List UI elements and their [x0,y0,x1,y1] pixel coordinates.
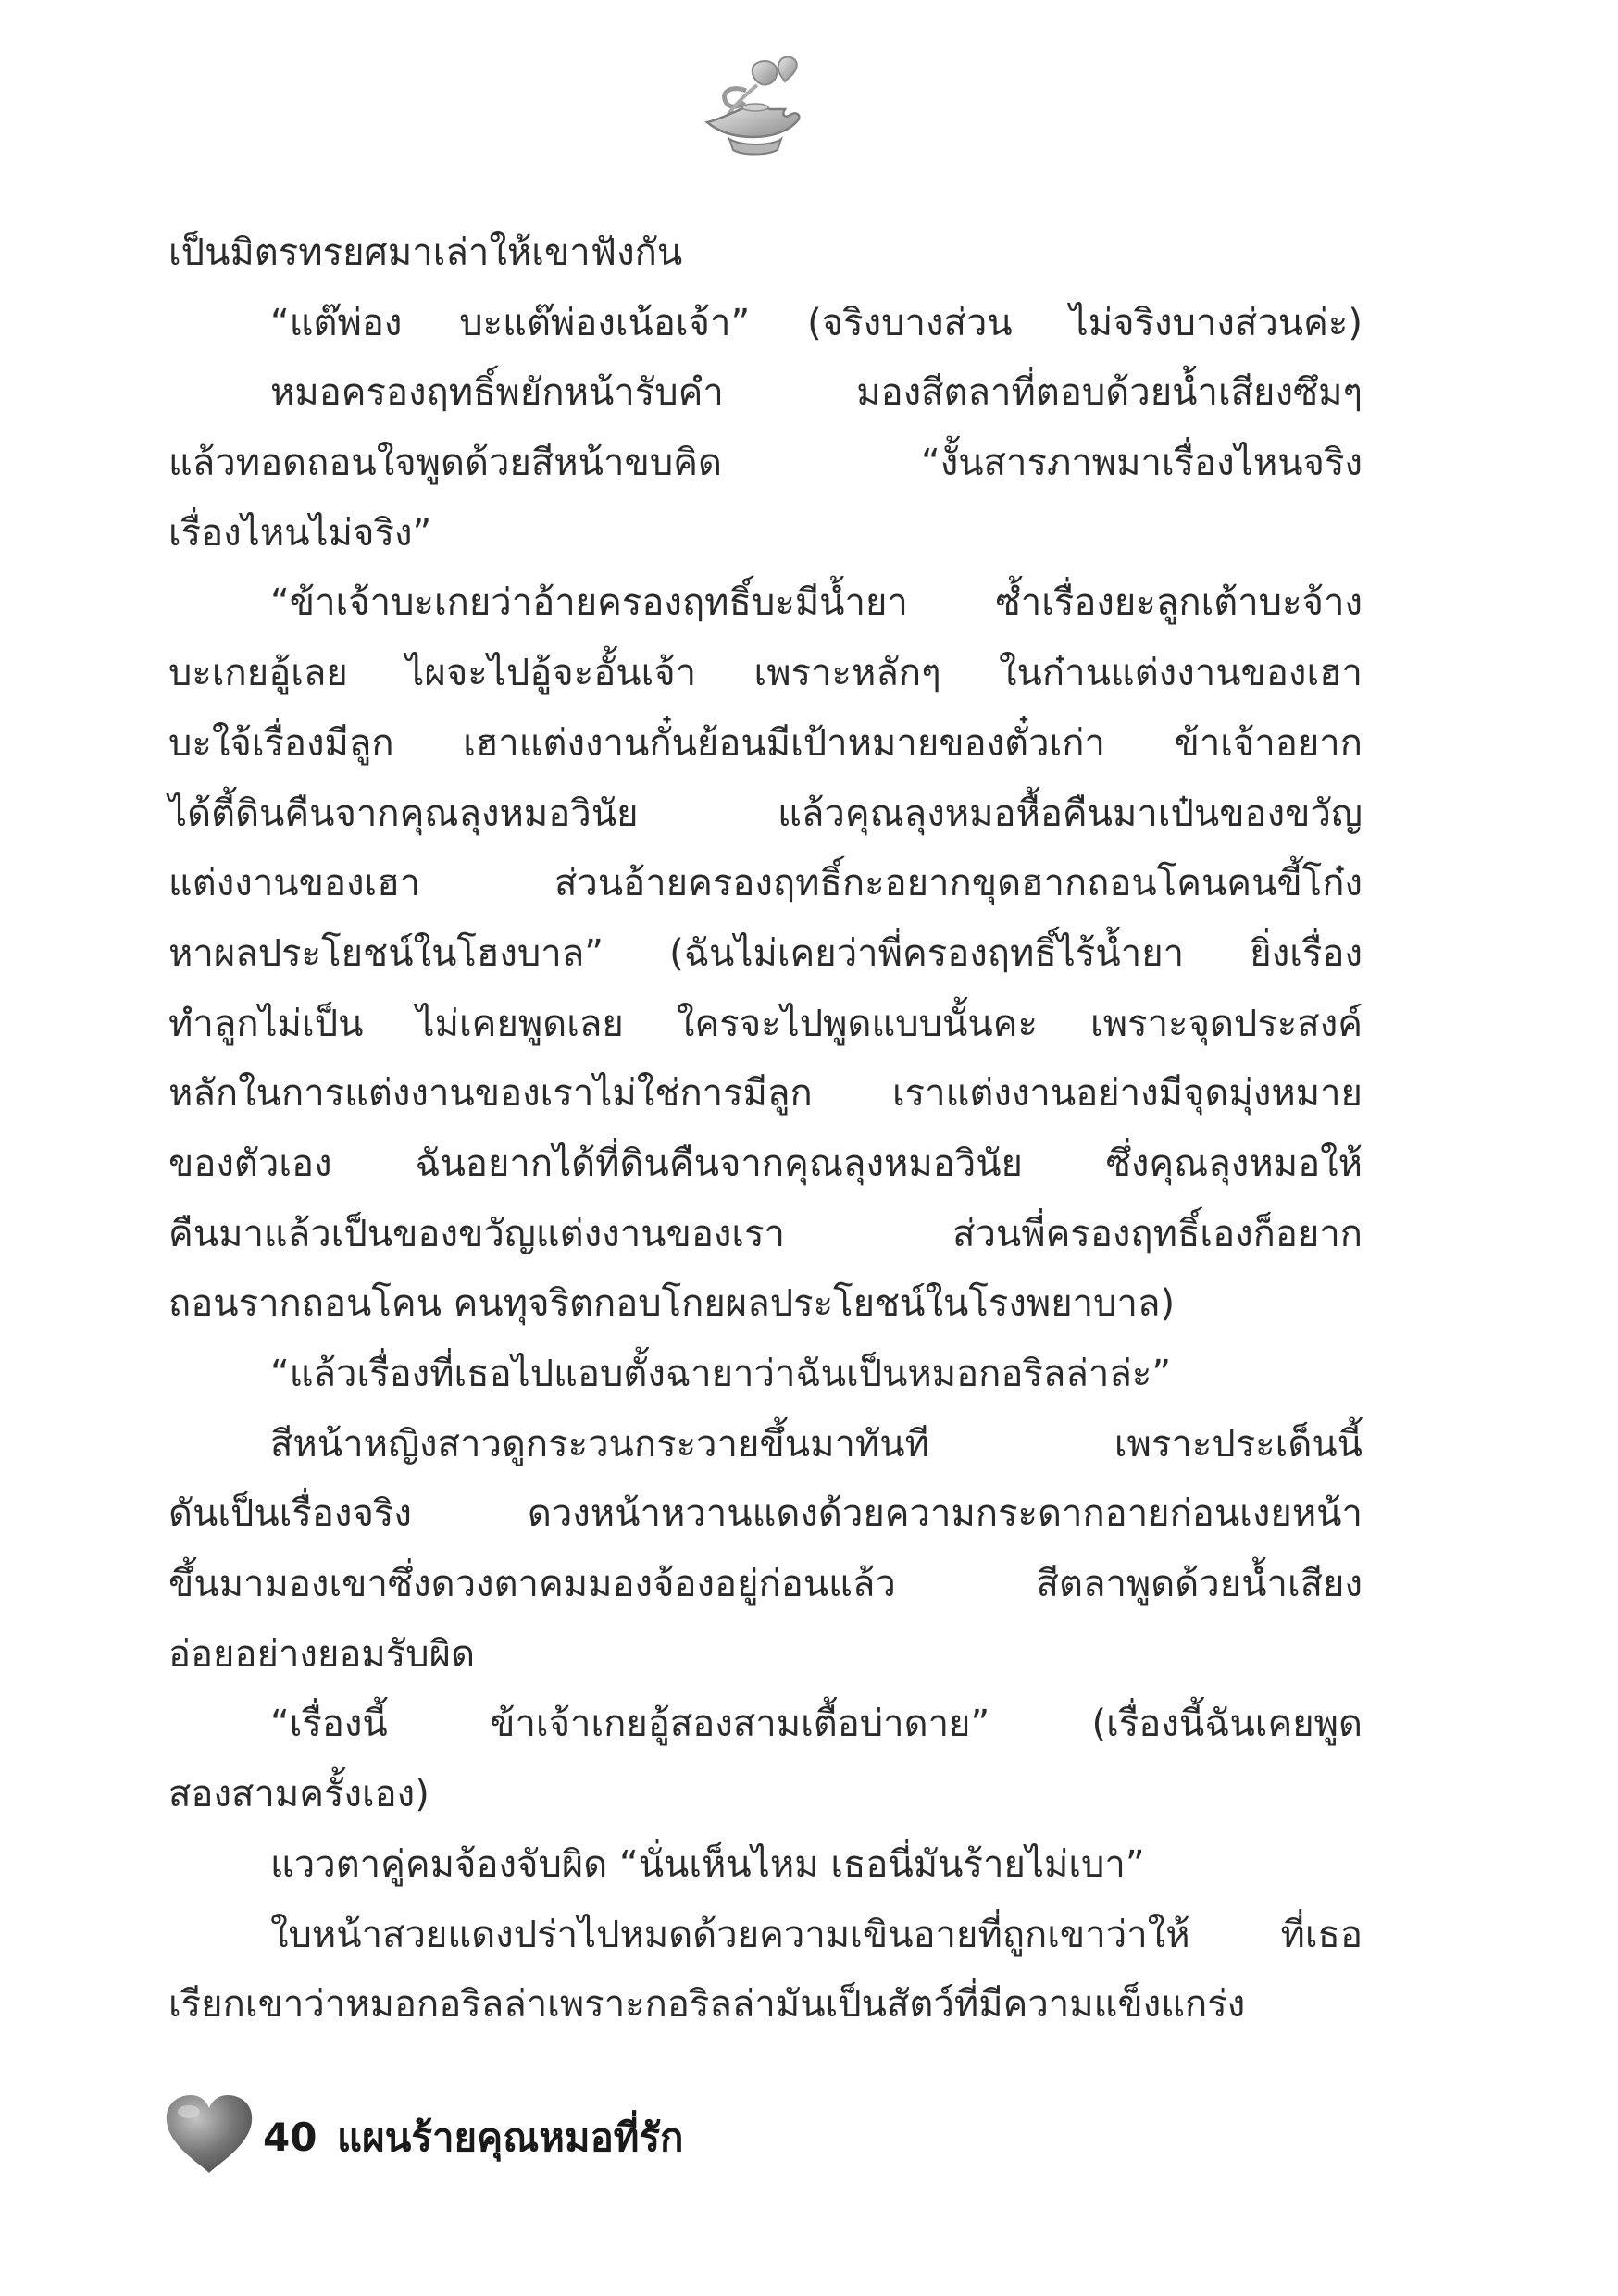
text-line: “เรื่องนี้ ข้าเจ้าเกยอู้สองสามเตื้อบ่าดาย” (เรื่องนี้ฉันเคยพูด [270,1703,1363,1746]
text-line: ถอนรากถอนโคน คนทุจริตกอบโกยผลประโยชน์ในโรงพยาบาล) [168,1282,1176,1326]
text-line: แต่งงานของเฮา ส่วนอ้ายครองฤทธิ์กะอยากขุดฮากถอนโคนคนขี้โก๋ง [168,862,1363,905]
text-line: เป็นมิตรทรยศมาเล่าให้เขาฟังกัน [168,231,683,274]
text-line: สีหน้าหญิงสาวดูกระวนกระวายขึ้นมาทันที เพราะประเด็นนี้ [270,1422,1363,1466]
text-line: แล้วทอดถอนใจพูดด้วยสีหน้าขบคิด “งั้นสารภาพมาเรื่องไหนจริง [168,442,1363,485]
page-number: 40 [263,2115,317,2160]
text-line: ทำลูกไม่เป็น ไม่เคยพูดเลย ใครจะไปพูดแบบนั้นคะ เพราะจุดประสงค์ [168,1002,1363,1045]
text-line: ดันเป็นเรื่องจริง ดวงหน้าหวานแดงด้วยความกระดากอายก่อนเงยหน้า [168,1492,1363,1536]
text-line: หมอครองฤทธิ์พยักหน้ารับคำ มองสีตลาที่ตอบด้วยน้ำเสียงซึมๆ [270,371,1363,415]
body-text [168,218,1363,2040]
text-line: บะใจ้เรื่องมีลูก เฮาแต่งงานกั๋นย้อนมีเป้าหมายของตั๋วเก่า ข้าเจ้าอยาก [168,721,1363,765]
text-line: ใบหน้าสวยแดงปร่าไปหมดด้วยความเขินอายที่ถูกเขาว่าให้ ที่เธอ [270,1913,1363,1956]
text-line: เรื่องไหนไม่จริง” [168,511,432,555]
text-line: อ่อยอย่างยอมรับผิด [168,1632,476,1676]
text-line: “แต๊พ่อง บะแต๊พ่องเน้อเจ้า” (จริงบางส่วน ไม่จริงบางส่วนค่ะ) [270,301,1363,344]
genie-lamp-icon [692,54,813,165]
text-line: ได้ตี้ดินคืนจากคุณลุงหมอวินัย แล้วคุณลุงหมอหื้อคืนมาเป๋นของขวัญ [168,792,1363,835]
text-line: บะเกยอู้เลย ไผจะไปอู้จะอั้นเจ้า เพราะหลักๆ ในก๋านแต่งงานของเฮา [168,652,1363,695]
text-line: หาผลประโยชน์ในโฮงบาล” (ฉันไม่เคยว่าพี่ครองฤทธิ์ไร้น้ำยา ยิ่งเรื่อง [168,931,1363,975]
text-line: สองสามครั้งเอง) [168,1773,429,1816]
text-line: แววตาคู่คมจ้องจับผิด “นั่นเห็นไหม เธอนี่มันร้ายไม่เบา” [270,1842,1145,1886]
text-line: ของตัวเอง ฉันอยากได้ที่ดินคืนจากคุณลุงหมอวินัย ซึ่งคุณลุงหมอให้ [168,1142,1363,1185]
text-line: หลักในการแต่งงานของเราไม่ใช่การมีลูก เราแต่งงานอย่างมีจุดมุ่งหมาย [168,1072,1363,1116]
text-line: “แล้วเรื่องที่เธอไปแอบตั้งฉายาว่าฉันเป็นหมอกอริลล่าล่ะ” [270,1353,1172,1395]
text-line: ขึ้นมามองเขาซึ่งดวงตาคมมองจ้องอยู่ก่อนแล้ว สีตลาพูดด้วยน้ำเสียง [168,1563,1363,1606]
heart-icon [163,2091,255,2177]
text-line: คืนมาแล้วเป็นของขวัญแต่งงานของเรา ส่วนพี่ครองฤทธิ์เองก็อยาก [168,1212,1363,1255]
text-line: เรียกเขาว่าหมอกอริลล่าเพราะกอริลล่ามันเป็นสัตว์ที่มีความแข็งแกร่ง [168,1983,1246,2027]
text-line: “ข้าเจ้าบะเกยว่าอ้ายครองฤทธิ์บะมีน้ำยา ซ้ำเรื่องยะลูกเต้าบะจ้าง [270,581,1363,625]
book-title: แผนร้ายคุณหมอที่รัก [337,2115,684,2160]
page-footer [163,2088,996,2180]
